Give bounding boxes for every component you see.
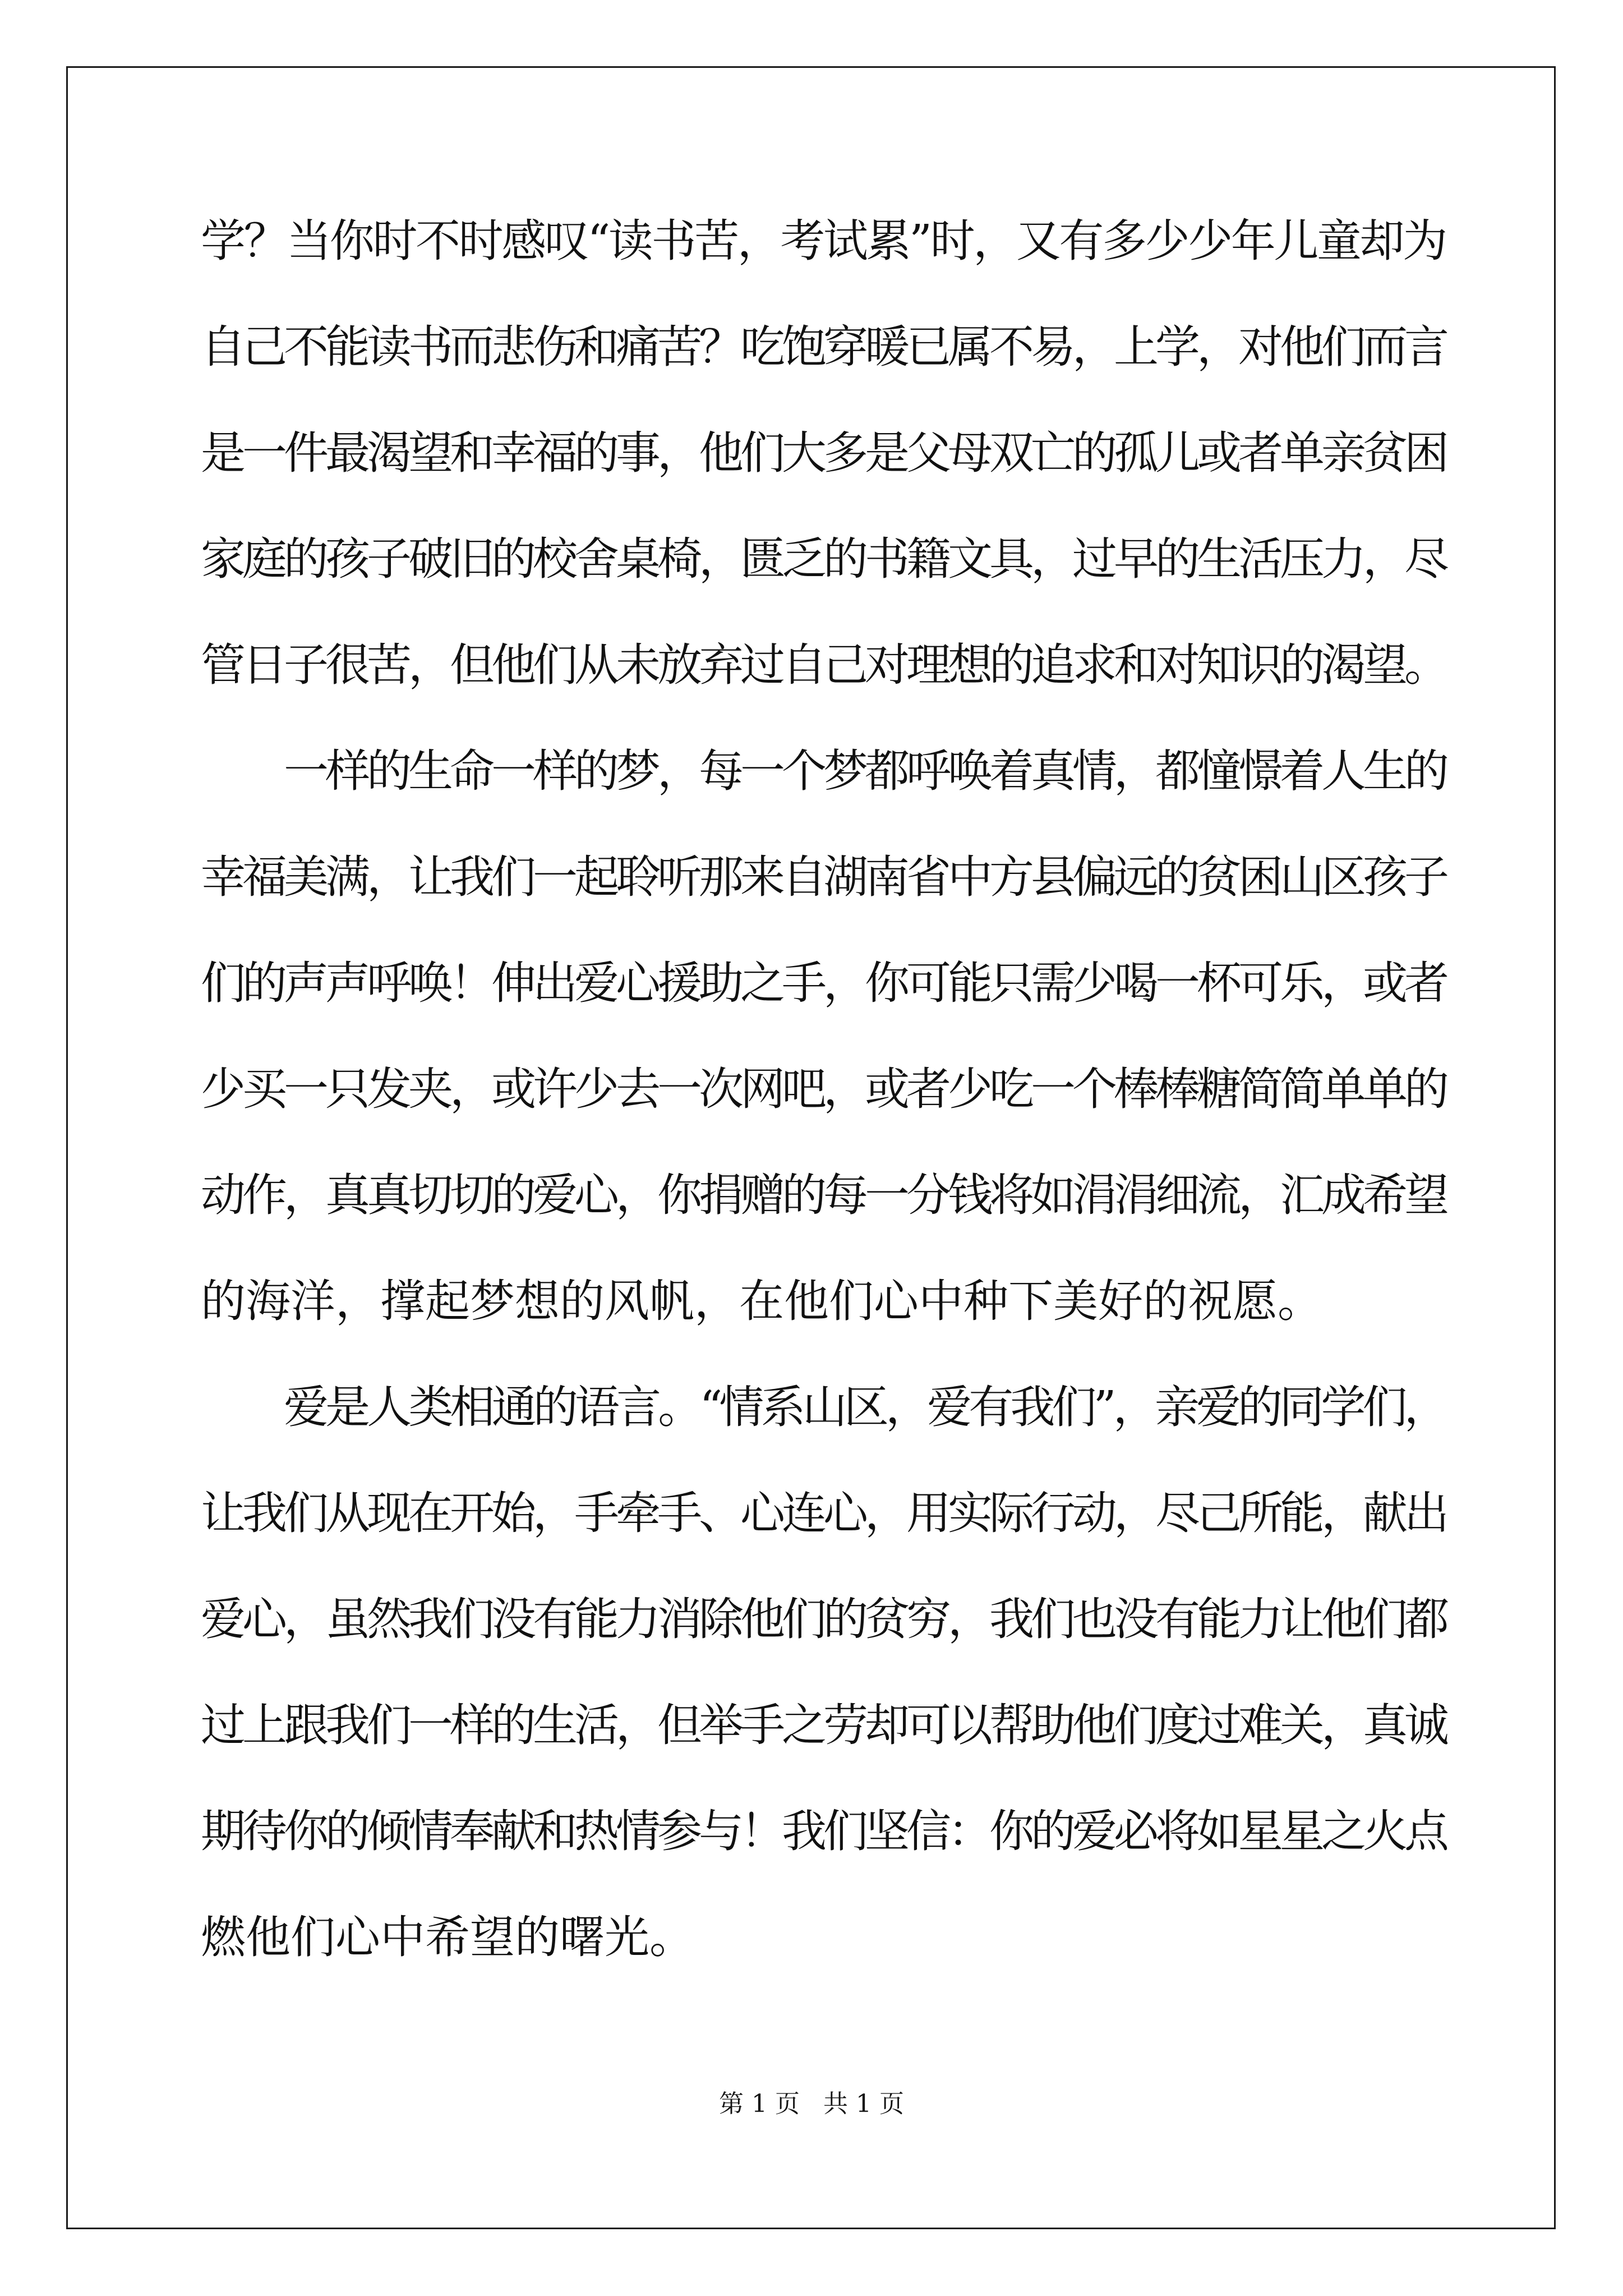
text-line: 学？当你时不时感叹“读书苦，考试累”时，又有多少少年儿童却为 — [201, 215, 1446, 267]
document-body — [201, 202, 1446, 2004]
text-line: 燃他们心中希望的曙光。 — [201, 1911, 694, 1963]
text-line: 一样的生命一样的梦，每一个梦都呼唤着真情，都憧憬着人生的 — [284, 745, 1446, 797]
text-line: 期待你的倾情奉献和热情参与！我们坚信：你的爱必将如星星之火点 — [201, 1805, 1446, 1857]
text-line: 动作，真真切切的爱心，你捐赠的每一分钱将如涓涓细流，汇成希望 — [201, 1169, 1446, 1221]
text-line: 让我们从现在开始，手牵手、心连心，用实际行动，尽己所能，献出 — [201, 1487, 1446, 1539]
text-line: 幸福美满，让我们一起聆听那来自湖南省中方县偏远的贫困山区孩子 — [201, 851, 1446, 903]
text-line: 是一件最渴望和幸福的事，他们大多是父母双亡的孤儿或者单亲贫困 — [201, 427, 1446, 479]
text-line: 过上跟我们一样的生活，但举手之劳却可以帮助他们度过难关，真诚 — [201, 1699, 1446, 1751]
text-line: 爱是人类相通的语言。“情系山区，爱有我们”，亲爱的同学们， — [284, 1381, 1446, 1433]
text-line: 家庭的孩子破旧的校舍桌椅，匮乏的书籍文具，过早的生活压力，尽 — [201, 533, 1446, 585]
text-line: 爱心，虽然我们没有能力消除他们的贫穷，我们也没有能力让他们都 — [201, 1593, 1446, 1645]
text-line: 们的声声呼唤！伸出爱心援助之手，你可能只需少喝一杯可乐，或者 — [201, 957, 1446, 1009]
text-line: 少买一只发夹，或许少去一次网吧，或者少吃一个棒棒糖简简单单的 — [201, 1063, 1446, 1115]
page-footer: 第 1 页 共 1 页 — [719, 2090, 904, 2118]
text-line: 管日子很苦，但他们从未放弃过自己对理想的追求和对知识的渴望。 — [201, 639, 1446, 691]
text-line: 的海洋，撑起梦想的风帆，在他们心中种下美好的祝愿。 — [201, 1275, 1322, 1327]
text-line: 自己不能读书而悲伤和痛苦？吃饱穿暖已属不易，上学，对他们而言 — [201, 321, 1446, 373]
